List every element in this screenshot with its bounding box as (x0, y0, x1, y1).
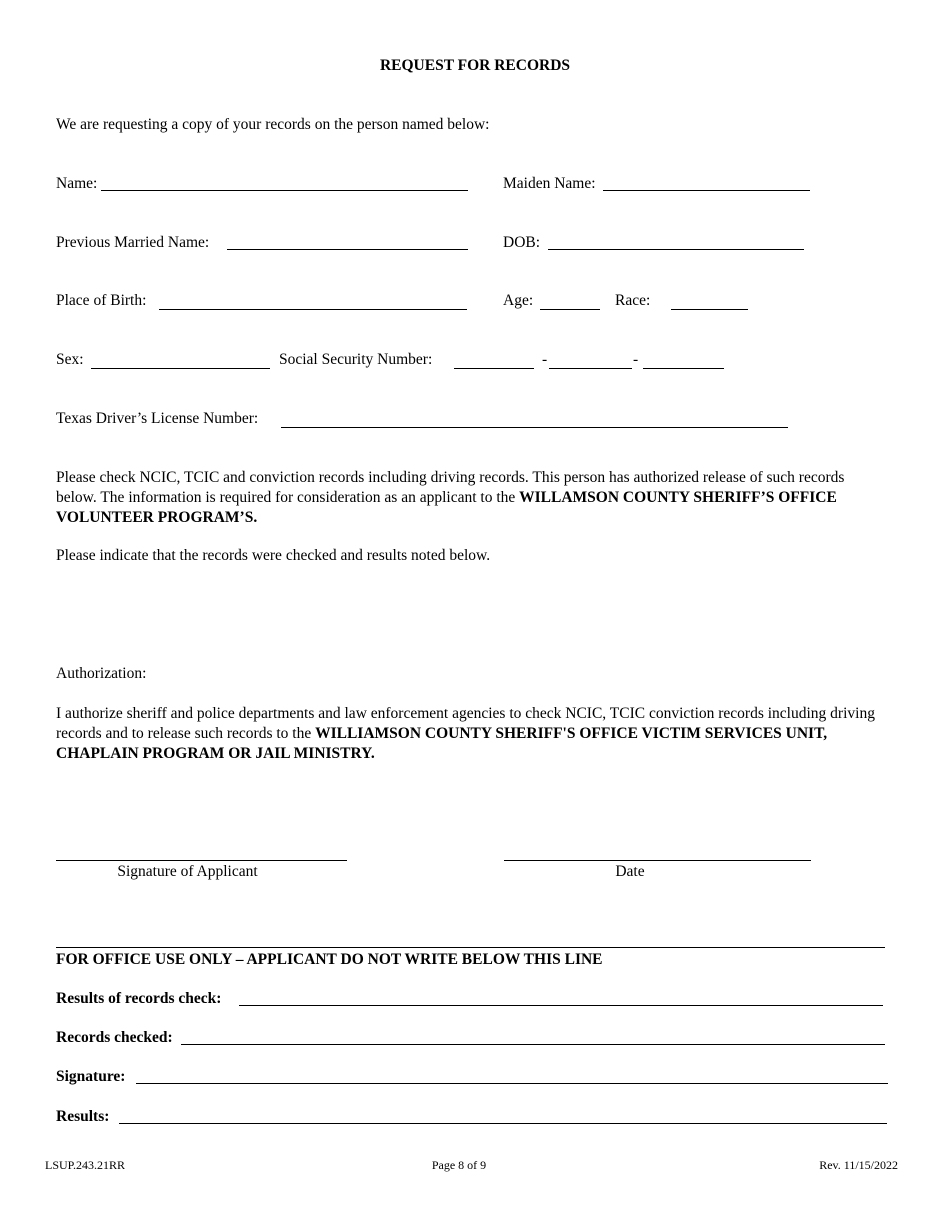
revision-date: Rev. 11/15/2022 (819, 1158, 898, 1172)
race-field[interactable] (671, 309, 748, 310)
date-label: Date (615, 863, 645, 880)
previous-married-name-label: Previous Married Name: (56, 234, 210, 251)
signature-label: Signature of Applicant (117, 863, 258, 880)
dob-field[interactable] (548, 249, 804, 250)
results-check-field[interactable] (239, 1005, 883, 1006)
results-check-label: Results of records check: (56, 990, 222, 1007)
office-divider (56, 947, 885, 948)
office-heading: FOR OFFICE USE ONLY – APPLICANT DO NOT WRITE BELOW THIS LINE (56, 951, 603, 968)
authorization-paragraph: I authorize sheriff and police departments and law enforcement agencies to check NCIC, TCIC conviction records including driving records and to release such records to the WILLIAMSON COUNTY SHERIFF'S OFFICE VICTIM SERVICES UNIT, CHAPLAIN PROGRAM OR JAIL MINISTRY. (56, 705, 875, 762)
check-records-paragraph: Please check NCIC, TCIC and conviction records including driving records. This person has authorized release of such records below. The information is required for consideration as an applicant to the WILLAMSON COUNTY SHERIFF’S OFFICE VOLUNTEER PROGRAM’S. (56, 469, 845, 526)
authorization-label: Authorization: (56, 665, 147, 682)
sex-field[interactable] (91, 368, 270, 369)
ssn-dash-1: - (542, 351, 548, 368)
records-checked-label: Records checked: (56, 1029, 173, 1046)
tx-dl-field[interactable] (281, 427, 788, 428)
sex-label: Sex: (56, 351, 84, 368)
maiden-name-label: Maiden Name: (503, 175, 596, 192)
place-of-birth-label: Place of Birth: (56, 292, 147, 309)
name-field[interactable] (101, 190, 468, 191)
dob-label: DOB: (503, 234, 541, 251)
previous-married-name-field[interactable] (227, 249, 468, 250)
date-line[interactable] (504, 860, 811, 861)
office-signature-label: Signature: (56, 1068, 126, 1085)
records-checked-field[interactable] (181, 1044, 885, 1045)
name-label: Name: (56, 175, 98, 192)
results-label: Results: (56, 1108, 110, 1125)
page-title: REQUEST FOR RECORDS (379, 57, 571, 74)
ssn-label: Social Security Number: (279, 351, 433, 368)
maiden-name-field[interactable] (603, 190, 810, 191)
place-of-birth-field[interactable] (159, 309, 467, 310)
indicate-text: Please indicate that the records were checked and results noted below. (56, 547, 491, 564)
ssn-part-1-field[interactable] (454, 368, 534, 369)
results-field[interactable] (119, 1123, 887, 1124)
page-number: Page 8 of 9 (431, 1158, 487, 1172)
signature-line[interactable] (56, 860, 347, 861)
intro-text: We are requesting a copy of your records on the person named below: (56, 116, 490, 133)
tx-dl-label: Texas Driver’s License Number: (56, 410, 259, 427)
ssn-part-2-field[interactable] (549, 368, 632, 369)
age-label: Age: (503, 292, 534, 309)
ssn-dash-2: - (633, 351, 639, 368)
race-label: Race: (615, 292, 651, 309)
form-id: LSUP.243.21RR (45, 1158, 126, 1172)
ssn-part-3-field[interactable] (643, 368, 724, 369)
office-signature-field[interactable] (136, 1083, 888, 1084)
age-field[interactable] (540, 309, 600, 310)
